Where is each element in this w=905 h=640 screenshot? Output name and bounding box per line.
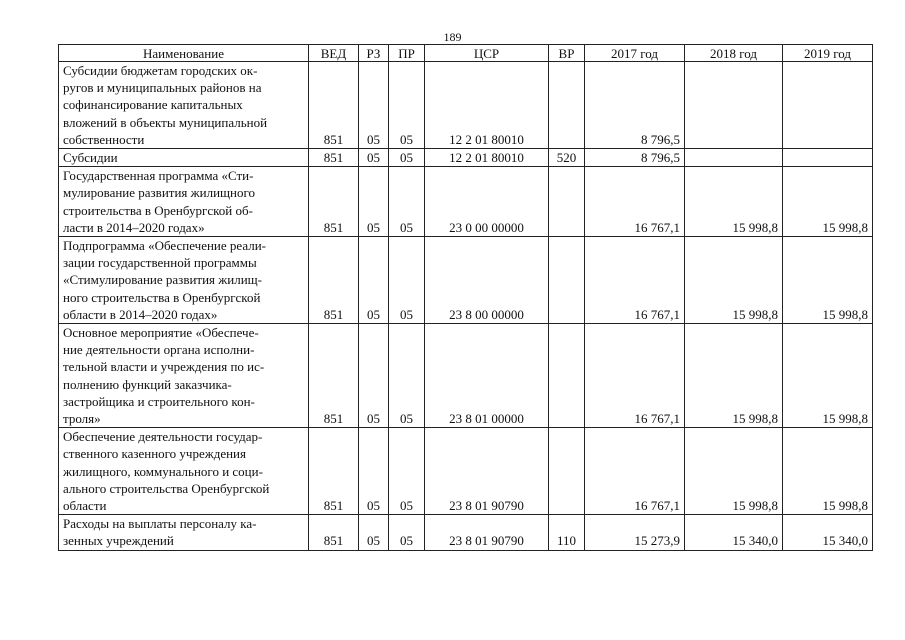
row-rz: 05 [359, 149, 389, 167]
row-csr: 23 8 01 00000 [425, 324, 549, 428]
row-name: Субсидии бюджетам городских ок- ругов и муниципальных районов на софинансирование капитальных вложений в объекты муниципальной собственности [59, 62, 309, 149]
row-pr: 05 [389, 237, 425, 324]
row-vr [549, 62, 585, 149]
row-vr: 520 [549, 149, 585, 167]
row-csr: 23 0 00 00000 [425, 167, 549, 237]
row-2019 [783, 62, 873, 149]
row-2018: 15 998,8 [685, 167, 783, 237]
row-ved: 851 [309, 62, 359, 149]
row-2019: 15 998,8 [783, 237, 873, 324]
row-2017: 16 767,1 [585, 167, 685, 237]
row-rz: 05 [359, 237, 389, 324]
row-rz: 05 [359, 62, 389, 149]
row-vr [549, 167, 585, 237]
row-csr: 23 8 01 90790 [425, 428, 549, 515]
table-row [59, 324, 873, 428]
column-header-pr: ПР [389, 45, 425, 62]
row-csr: 23 8 00 00000 [425, 237, 549, 324]
column-header-name: Наименование [59, 45, 309, 62]
row-2018: 15 998,8 [685, 428, 783, 515]
column-header-2017: 2017 год [585, 45, 685, 62]
row-name: Государственная программа «Сти- мулирование развития жилищного строительства в Оренбургской об- ласти в 2014–2020 годах» [59, 167, 309, 237]
row-2017: 15 273,9 [585, 515, 685, 550]
row-name: Обеспечение деятельности государ- ственного казенного учреждения жилищного, коммунального и соци- ального строительства Оренбургской области [59, 428, 309, 515]
row-vr [549, 324, 585, 428]
row-ved: 851 [309, 324, 359, 428]
row-2017: 16 767,1 [585, 324, 685, 428]
row-vr [549, 428, 585, 515]
row-pr: 05 [389, 515, 425, 550]
table-header-row [59, 45, 873, 62]
row-2019: 15 998,8 [783, 324, 873, 428]
budget-table [58, 44, 873, 551]
row-ved: 851 [309, 515, 359, 550]
column-header-2018: 2018 год [685, 45, 783, 62]
column-header-vr: ВР [549, 45, 585, 62]
table-row [59, 428, 873, 515]
row-rz: 05 [359, 515, 389, 550]
column-header-rz: РЗ [359, 45, 389, 62]
row-pr: 05 [389, 428, 425, 515]
row-2017: 8 796,5 [585, 62, 685, 149]
row-rz: 05 [359, 167, 389, 237]
row-2018: 15 340,0 [685, 515, 783, 550]
table-row [59, 237, 873, 324]
row-ved: 851 [309, 428, 359, 515]
row-pr: 05 [389, 167, 425, 237]
column-header-csr: ЦСР [425, 45, 549, 62]
row-name: Расходы на выплаты персоналу ка- зенных учреждений [59, 515, 309, 550]
row-rz: 05 [359, 324, 389, 428]
column-header-2019: 2019 год [783, 45, 873, 62]
table-row [59, 149, 873, 167]
row-2018: 15 998,8 [685, 324, 783, 428]
row-ved: 851 [309, 167, 359, 237]
row-2019 [783, 149, 873, 167]
row-2017: 8 796,5 [585, 149, 685, 167]
row-vr [549, 237, 585, 324]
row-2018 [685, 62, 783, 149]
row-ved: 851 [309, 237, 359, 324]
table-row [59, 167, 873, 237]
row-name: Подпрограмма «Обеспечение реали- зации государственной программы «Стимулирование развития жилищ- ного строительства в Оренбургской области в 2014–2020 годах» [59, 237, 309, 324]
table-row [59, 515, 873, 550]
row-2019: 15 998,8 [783, 428, 873, 515]
row-2019: 15 998,8 [783, 167, 873, 237]
row-csr: 12 2 01 80010 [425, 62, 549, 149]
row-name: Основное мероприятие «Обеспече- ние деятельности органа исполни- тельной власти и учреждения по ис- полнению функций заказчика- застройщика и строительного кон- троля» [59, 324, 309, 428]
row-2018: 15 998,8 [685, 237, 783, 324]
row-pr: 05 [389, 149, 425, 167]
row-csr: 23 8 01 90790 [425, 515, 549, 550]
table-row [59, 62, 873, 149]
row-2018 [685, 149, 783, 167]
row-pr: 05 [389, 324, 425, 428]
row-2017: 16 767,1 [585, 237, 685, 324]
row-name: Субсидии [59, 149, 309, 167]
page-number: 189 [443, 30, 462, 44]
row-rz: 05 [359, 428, 389, 515]
row-2019: 15 340,0 [783, 515, 873, 550]
column-header-ved: ВЕД [309, 45, 359, 62]
row-csr: 12 2 01 80010 [425, 149, 549, 167]
row-vr: 110 [549, 515, 585, 550]
row-ved: 851 [309, 149, 359, 167]
row-pr: 05 [389, 62, 425, 149]
row-2017: 16 767,1 [585, 428, 685, 515]
